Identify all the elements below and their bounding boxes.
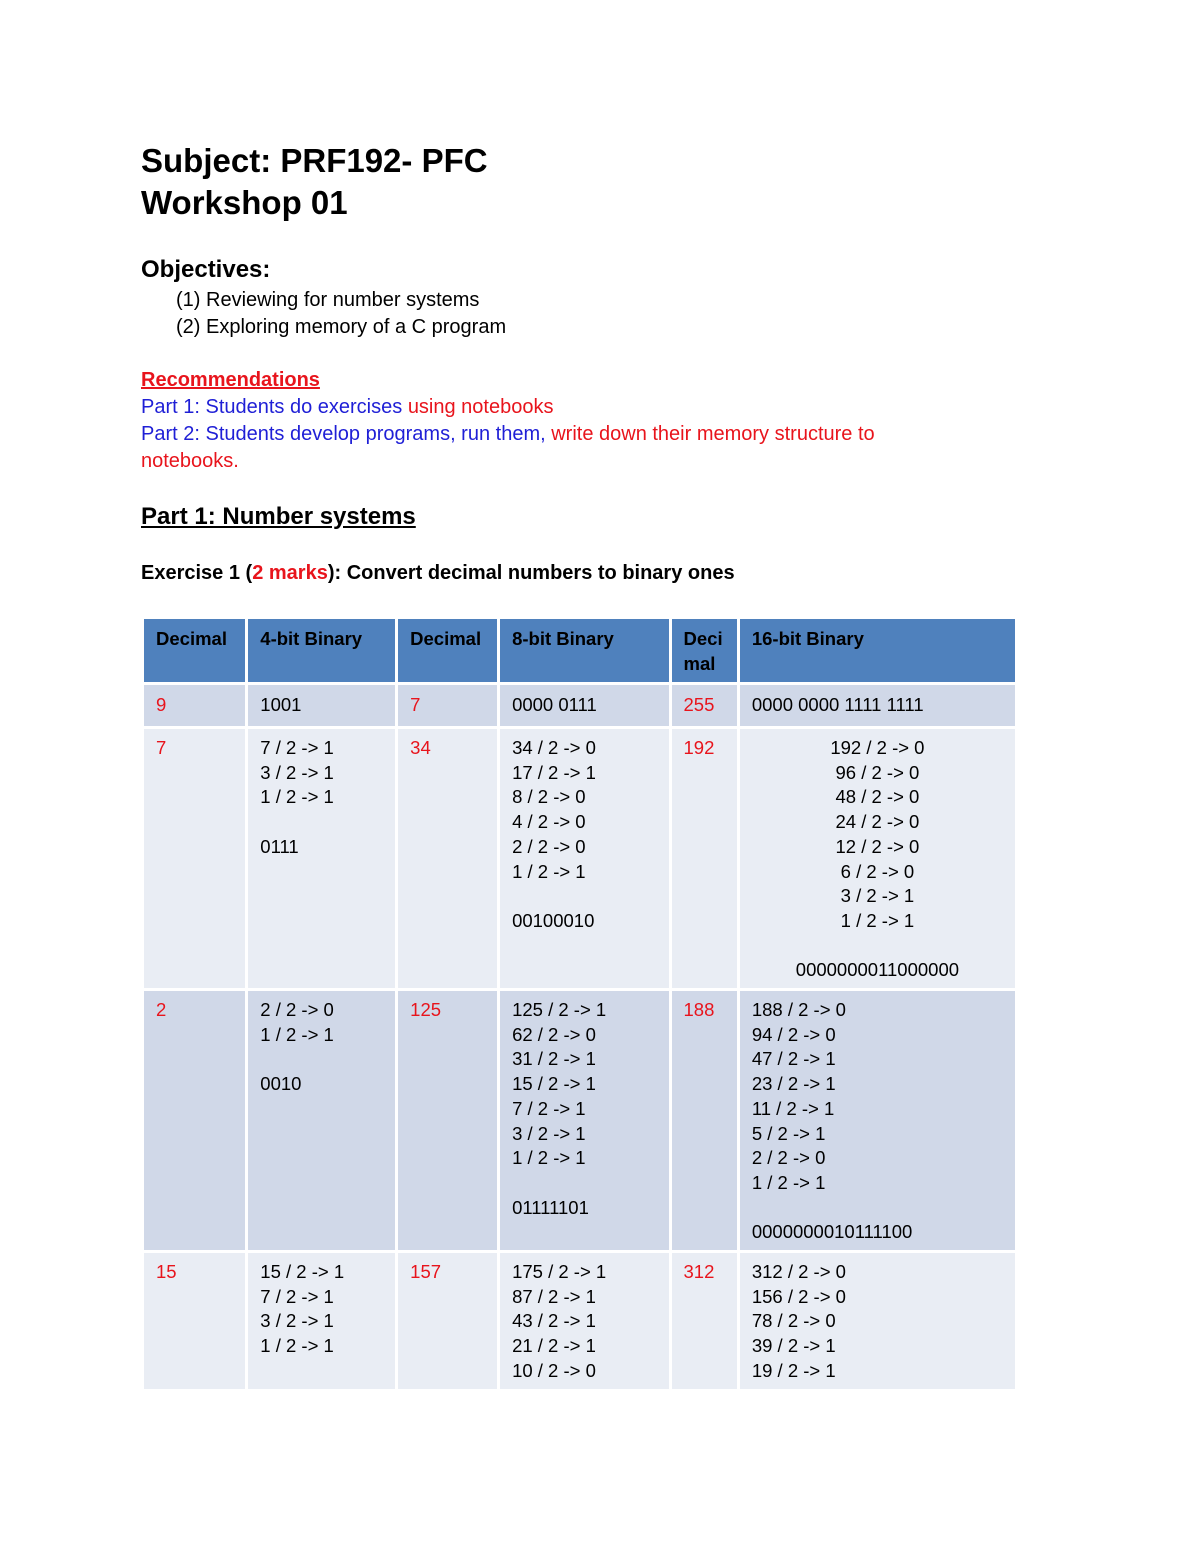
objectives-heading: Objectives: <box>141 256 271 283</box>
exercise1-suffix: ): Convert decimal numbers to binary ones <box>327 562 735 584</box>
table-row <box>143 728 1017 990</box>
cell-line <box>512 884 656 909</box>
exercise1-marks: 2 marks <box>252 562 328 584</box>
cell-line: 4 / 2 -> 0 <box>512 811 586 833</box>
cell-line: 48 / 2 -> 0 <box>835 786 920 808</box>
table-header-row <box>143 618 1017 684</box>
cell-line: 3 / 2 -> 1 <box>840 885 915 907</box>
cell-line: 5 / 2 -> 1 <box>751 1122 826 1144</box>
cell-line <box>260 1047 383 1072</box>
header-decimal-16-line1: Deci <box>683 628 723 649</box>
cell-line: 47 / 2 -> 1 <box>751 1048 836 1070</box>
cell-line: 1 / 2 -> 1 <box>260 1023 334 1045</box>
binary-8-cell <box>499 684 670 728</box>
header-decimal-16-line2: mal <box>683 652 716 674</box>
binary-8-cell <box>499 990 670 1252</box>
header-decimal-4: Decimal <box>143 618 247 684</box>
cell-line: 0000000010111100 <box>751 1221 913 1243</box>
decimal-8-cell: 7 <box>397 684 499 728</box>
decimal-8-cell: 157 <box>397 1252 499 1391</box>
binary-4-cell <box>247 684 397 728</box>
cell-line: 6 / 2 -> 0 <box>840 860 915 882</box>
conversion-table <box>141 616 1018 1392</box>
cell-line: 3 / 2 -> 1 <box>260 761 334 783</box>
cell-line: 43 / 2 -> 1 <box>512 1310 596 1332</box>
cell-line: 23 / 2 -> 1 <box>751 1073 836 1095</box>
cell-line: 1 / 2 -> 1 <box>512 1147 586 1169</box>
binary-4-cell <box>247 728 397 990</box>
cell-line: 1 / 2 -> 1 <box>751 1171 826 1193</box>
cell-line: 96 / 2 -> 0 <box>835 761 920 783</box>
binary-16-cell <box>738 684 1016 728</box>
cell-line: 0000000011000000 <box>795 959 960 981</box>
binary-16-cell <box>738 990 1016 1252</box>
cell-line: 192 / 2 -> 0 <box>830 737 925 758</box>
cell-line: 62 / 2 -> 0 <box>512 1023 596 1045</box>
recommendations-heading: Recommendations <box>141 369 320 391</box>
recommendation-part1 <box>141 394 553 421</box>
header-decimal-16 <box>670 618 738 684</box>
cell-line: 0111 <box>260 835 299 857</box>
cell-line: 2 / 2 -> 0 <box>751 1147 826 1169</box>
decimal-16-cell: 192 <box>670 728 738 990</box>
cell-line: 188 / 2 -> 0 <box>751 999 846 1021</box>
cell-line: 10 / 2 -> 0 <box>512 1359 596 1381</box>
binary-4-cell <box>247 990 397 1252</box>
cell-line: 7 / 2 -> 1 <box>260 1285 334 1307</box>
cell-line: 15 / 2 -> 1 <box>260 1261 345 1283</box>
binary-16-cell <box>738 728 1016 990</box>
cell-line: 11 / 2 -> 1 <box>751 1097 835 1119</box>
cell-line: 12 / 2 -> 0 <box>835 835 920 857</box>
objective-item: (2) Exploring memory of a C program <box>176 316 507 338</box>
cell-line: 34 / 2 -> 0 <box>512 737 596 758</box>
binary-16-cell <box>738 1252 1016 1391</box>
table-row <box>143 684 1017 728</box>
table-body <box>143 684 1017 1391</box>
recommendation-part2-continued: notebooks. <box>141 450 239 472</box>
binary-8-cell <box>499 728 670 990</box>
cell-line: 175 / 2 -> 1 <box>512 1261 607 1283</box>
objective-item: (1) Reviewing for number systems <box>176 289 480 311</box>
cell-line: 1 / 2 -> 1 <box>512 860 586 882</box>
decimal-4-cell: 2 <box>143 990 247 1252</box>
cell-line: 01111101 <box>512 1196 589 1218</box>
header-4bit-binary: 4-bit Binary <box>247 618 397 684</box>
recommendation-part2-emphasis: write down their memory structure to <box>551 423 875 445</box>
cell-line: 1 / 2 -> 1 <box>260 1335 334 1357</box>
decimal-8-cell: 34 <box>397 728 499 990</box>
recommendation-part1-text: Part 1: Students do exercises <box>141 396 408 418</box>
cell-line: 1 / 2 -> 1 <box>840 909 915 931</box>
cell-line: 0000 0000 1111 1111 <box>751 694 924 715</box>
cell-line: 24 / 2 -> 0 <box>835 811 920 833</box>
cell-line: 0000 0111 <box>512 694 597 715</box>
exercise1-prefix: Exercise 1 ( <box>141 562 253 584</box>
cell-line: 7 / 2 -> 1 <box>260 737 334 758</box>
cell-line: 1 / 2 -> 1 <box>260 786 334 808</box>
cell-line: 17 / 2 -> 1 <box>512 761 596 783</box>
cell-line: 125 / 2 -> 1 <box>512 999 607 1021</box>
cell-line: 15 / 2 -> 1 <box>512 1073 596 1095</box>
cell-line: 3 / 2 -> 1 <box>512 1122 586 1144</box>
cell-line: 0010 <box>260 1073 302 1095</box>
cell-line <box>752 934 1003 959</box>
decimal-8-cell: 125 <box>397 990 499 1252</box>
decimal-16-cell: 255 <box>670 684 738 728</box>
cell-line: 1001 <box>260 694 302 715</box>
exercise1-heading <box>141 560 735 587</box>
cell-line: 78 / 2 -> 0 <box>751 1310 836 1332</box>
cell-line: 00100010 <box>512 909 595 931</box>
recommendation-part1-emphasis: using notebooks <box>407 396 554 418</box>
header-8bit-binary: 8-bit Binary <box>499 618 670 684</box>
decimal-4-cell: 7 <box>143 728 247 990</box>
cell-line: 87 / 2 -> 1 <box>512 1285 596 1307</box>
cell-line: 2 / 2 -> 0 <box>512 835 586 857</box>
cell-line <box>512 1171 656 1196</box>
cell-line: 2 / 2 -> 0 <box>260 999 334 1021</box>
cell-line: 31 / 2 -> 1 <box>512 1048 596 1070</box>
cell-line <box>752 1196 1003 1221</box>
recommendation-part2 <box>141 421 875 448</box>
decimal-16-cell: 312 <box>670 1252 738 1391</box>
cell-line: 156 / 2 -> 0 <box>751 1285 846 1307</box>
decimal-4-cell: 15 <box>143 1252 247 1391</box>
cell-line: 21 / 2 -> 1 <box>512 1335 596 1357</box>
workshop-title: Workshop 01 <box>141 184 348 221</box>
header-16bit-binary: 16-bit Binary <box>738 618 1016 684</box>
recommendation-part2-text: Part 2: Students develop programs, run them, <box>141 423 552 445</box>
subject-title: Subject: PRF192- PFC <box>141 142 488 179</box>
decimal-16-cell: 188 <box>670 990 738 1252</box>
cell-line: 39 / 2 -> 1 <box>751 1335 836 1357</box>
header-decimal-8: Decimal <box>397 618 499 684</box>
cell-line: 94 / 2 -> 0 <box>751 1023 836 1045</box>
cell-line: 19 / 2 -> 1 <box>751 1359 836 1381</box>
cell-line: 7 / 2 -> 1 <box>512 1097 586 1119</box>
cell-line <box>260 810 383 835</box>
cell-line: 312 / 2 -> 0 <box>751 1261 846 1283</box>
table-row <box>143 1252 1017 1391</box>
cell-line: 8 / 2 -> 0 <box>512 786 586 808</box>
decimal-4-cell: 9 <box>143 684 247 728</box>
part1-heading: Part 1: Number systems <box>141 503 416 530</box>
cell-line: 3 / 2 -> 1 <box>260 1310 334 1332</box>
binary-4-cell <box>247 1252 397 1391</box>
table-row <box>143 990 1017 1252</box>
binary-8-cell <box>499 1252 670 1391</box>
